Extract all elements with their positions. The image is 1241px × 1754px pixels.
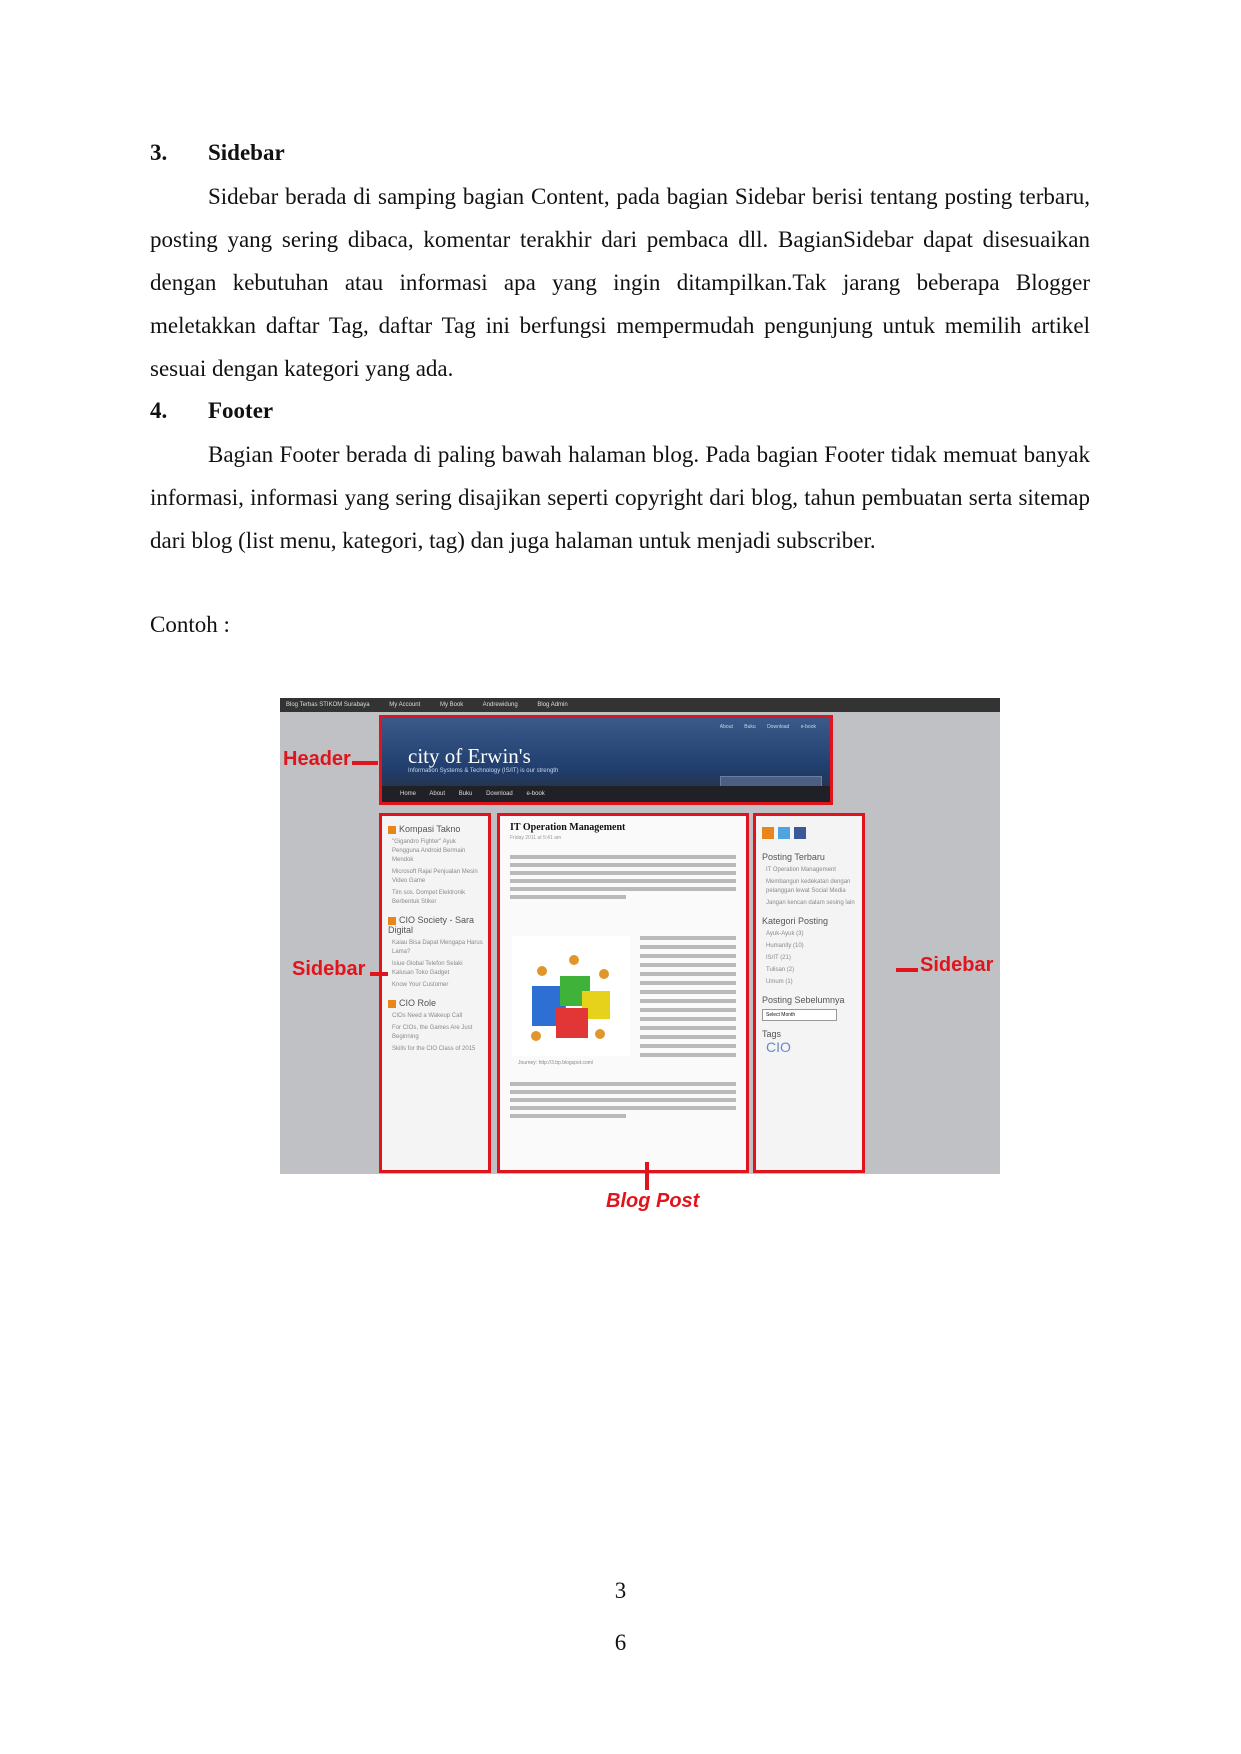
section-paragraph-sidebar [150,175,1090,390]
widget-item: Ayuk-Ayuk (3) [766,931,804,937]
section-paragraph-footer [150,433,1090,562]
nav-item: Download [486,791,513,797]
widget-title: CIO Role [388,998,488,1008]
topbar-item: My Book [439,702,464,708]
widget-title: CIO Society - Sara Digital [388,915,475,935]
label-header: Header [283,748,351,770]
widget-item: Humanity (10) [766,943,804,949]
widget-title: Posting Terbaru [762,852,825,862]
widget-title: Tags [762,1029,782,1039]
blog-title: city of Erwin's [408,744,531,768]
nav-item: Home [400,791,417,797]
section-number: 3. [150,140,168,165]
widget-item: IT Operation Management [766,867,836,873]
nav-item: e-book [526,791,545,797]
widget-item: Umum (1) [766,979,793,985]
label-sidebar-right: Sidebar [920,954,994,976]
tag-cloud: CIO [766,1039,791,1055]
example-caption: Contoh : [150,612,230,637]
widget-item: Microsoft Rajai Penjualan Mesin Video Game [392,869,478,884]
header-highlight-box [379,715,833,805]
topbar-item: My Account [389,702,421,708]
widget-title: Posting Sebelumnya [762,995,845,1005]
paragraph-text: Sidebar berada di samping bagian Content, pada bagian Sidebar berisi tentang posting terbaru, posting yang sering dibaca, komentar terakhir dari pembaca dll. BagianSidebar dapat disesuaikan dengan kebutuhan atau informasi apa yang ingin ditampilkan.Tak jarang beberapa Blogger meletakkan daftar Tag, daftar Tag ini berfungsi mempermudah pengunjung untuk memilih artikel sesuai dengan kategori yang ada. [150,184,1090,381]
widget-item: Tulisan (2) [766,967,795,973]
widget-item: Know Your Customer [392,982,449,988]
post-title: IT Operation Management [510,822,626,833]
arrow-icon [645,1162,649,1190]
page-number: 6 [614,1630,627,1655]
toplink: About [719,724,733,730]
post-meta: Friday 2011 at 5:41 am [510,835,562,841]
arrow-icon [896,968,918,972]
widget-item: Kaiau Bisa Dapat Mengapa Harus Lama? [392,940,483,955]
section-heading-footer [150,398,273,424]
nav-item: Buku [458,791,473,797]
section-heading-sidebar [150,140,285,166]
widget-item: Tim sos. Dompet Elektronik Berbentuk Stiker [392,890,466,905]
nav-item: About [429,791,446,797]
section-title: Sidebar [208,140,285,165]
widget-item: Membangun kedekatan dengan pelanggan lewat Social Media [766,879,851,894]
section-number: 4. [150,398,168,423]
archive-select: Select Month [762,1009,837,1021]
blog-screenshot-figure [280,698,1000,1174]
blog-tagline: Information Systems & Technology (IS/IT) is our strength [408,768,559,774]
widget-item: Skills for the CIO Class of 2015 [392,1046,476,1052]
widget-item: For CIOs, the Games Are Just Beginning [392,1025,473,1040]
right-sidebar-highlight-box [753,813,865,1173]
arrow-icon [370,972,388,976]
widget-title: Kompasi Takno [388,824,488,834]
topbar-item: Andrewidung [482,702,518,708]
widget-item: CIOs Need a Wakeup Call [392,1013,463,1019]
topbar-item: Blog Admin [537,702,568,708]
arrow-icon [352,761,378,765]
topbar-item: Blog Terbas STIKOM Surabaya [286,702,370,708]
label-sidebar-left: Sidebar [292,958,366,980]
section-title: Footer [208,398,274,423]
widget-title: Kategori Posting [762,916,829,926]
left-sidebar-highlight-box [379,813,491,1173]
blog-post-highlight-box [497,813,749,1173]
page-number: 3 [614,1578,627,1603]
toplink: Download [767,724,790,730]
widget-item: "Gigandro Fighter" Ayuk Pengguna Android Bermain Mendok [392,839,466,863]
label-blog-post: Blog Post [606,1190,700,1212]
toplink: e-book [800,724,816,730]
widget-item: Isiue Global Telefon Selaki Kalusan Toko Gadget [392,961,463,976]
widget-item: Jangan kencan dalam sesing lain [766,900,855,906]
widget-item: IS/IT (21) [766,955,791,961]
toplink: Buku [744,724,756,730]
image-caption: Journey: http://3.bp.blogspot.com/ [518,1060,594,1066]
paragraph-text: Bagian Footer berada di paling bawah halaman blog. Pada bagian Footer tidak memuat banyak informasi, informasi yang sering disajikan seperti copyright dari blog, tahun pembuatan serta sitemap dari blog (list menu, kategori, tag) dan juga halaman untuk menjadi subscriber. [150,442,1090,553]
blog-topbar [280,698,1000,712]
